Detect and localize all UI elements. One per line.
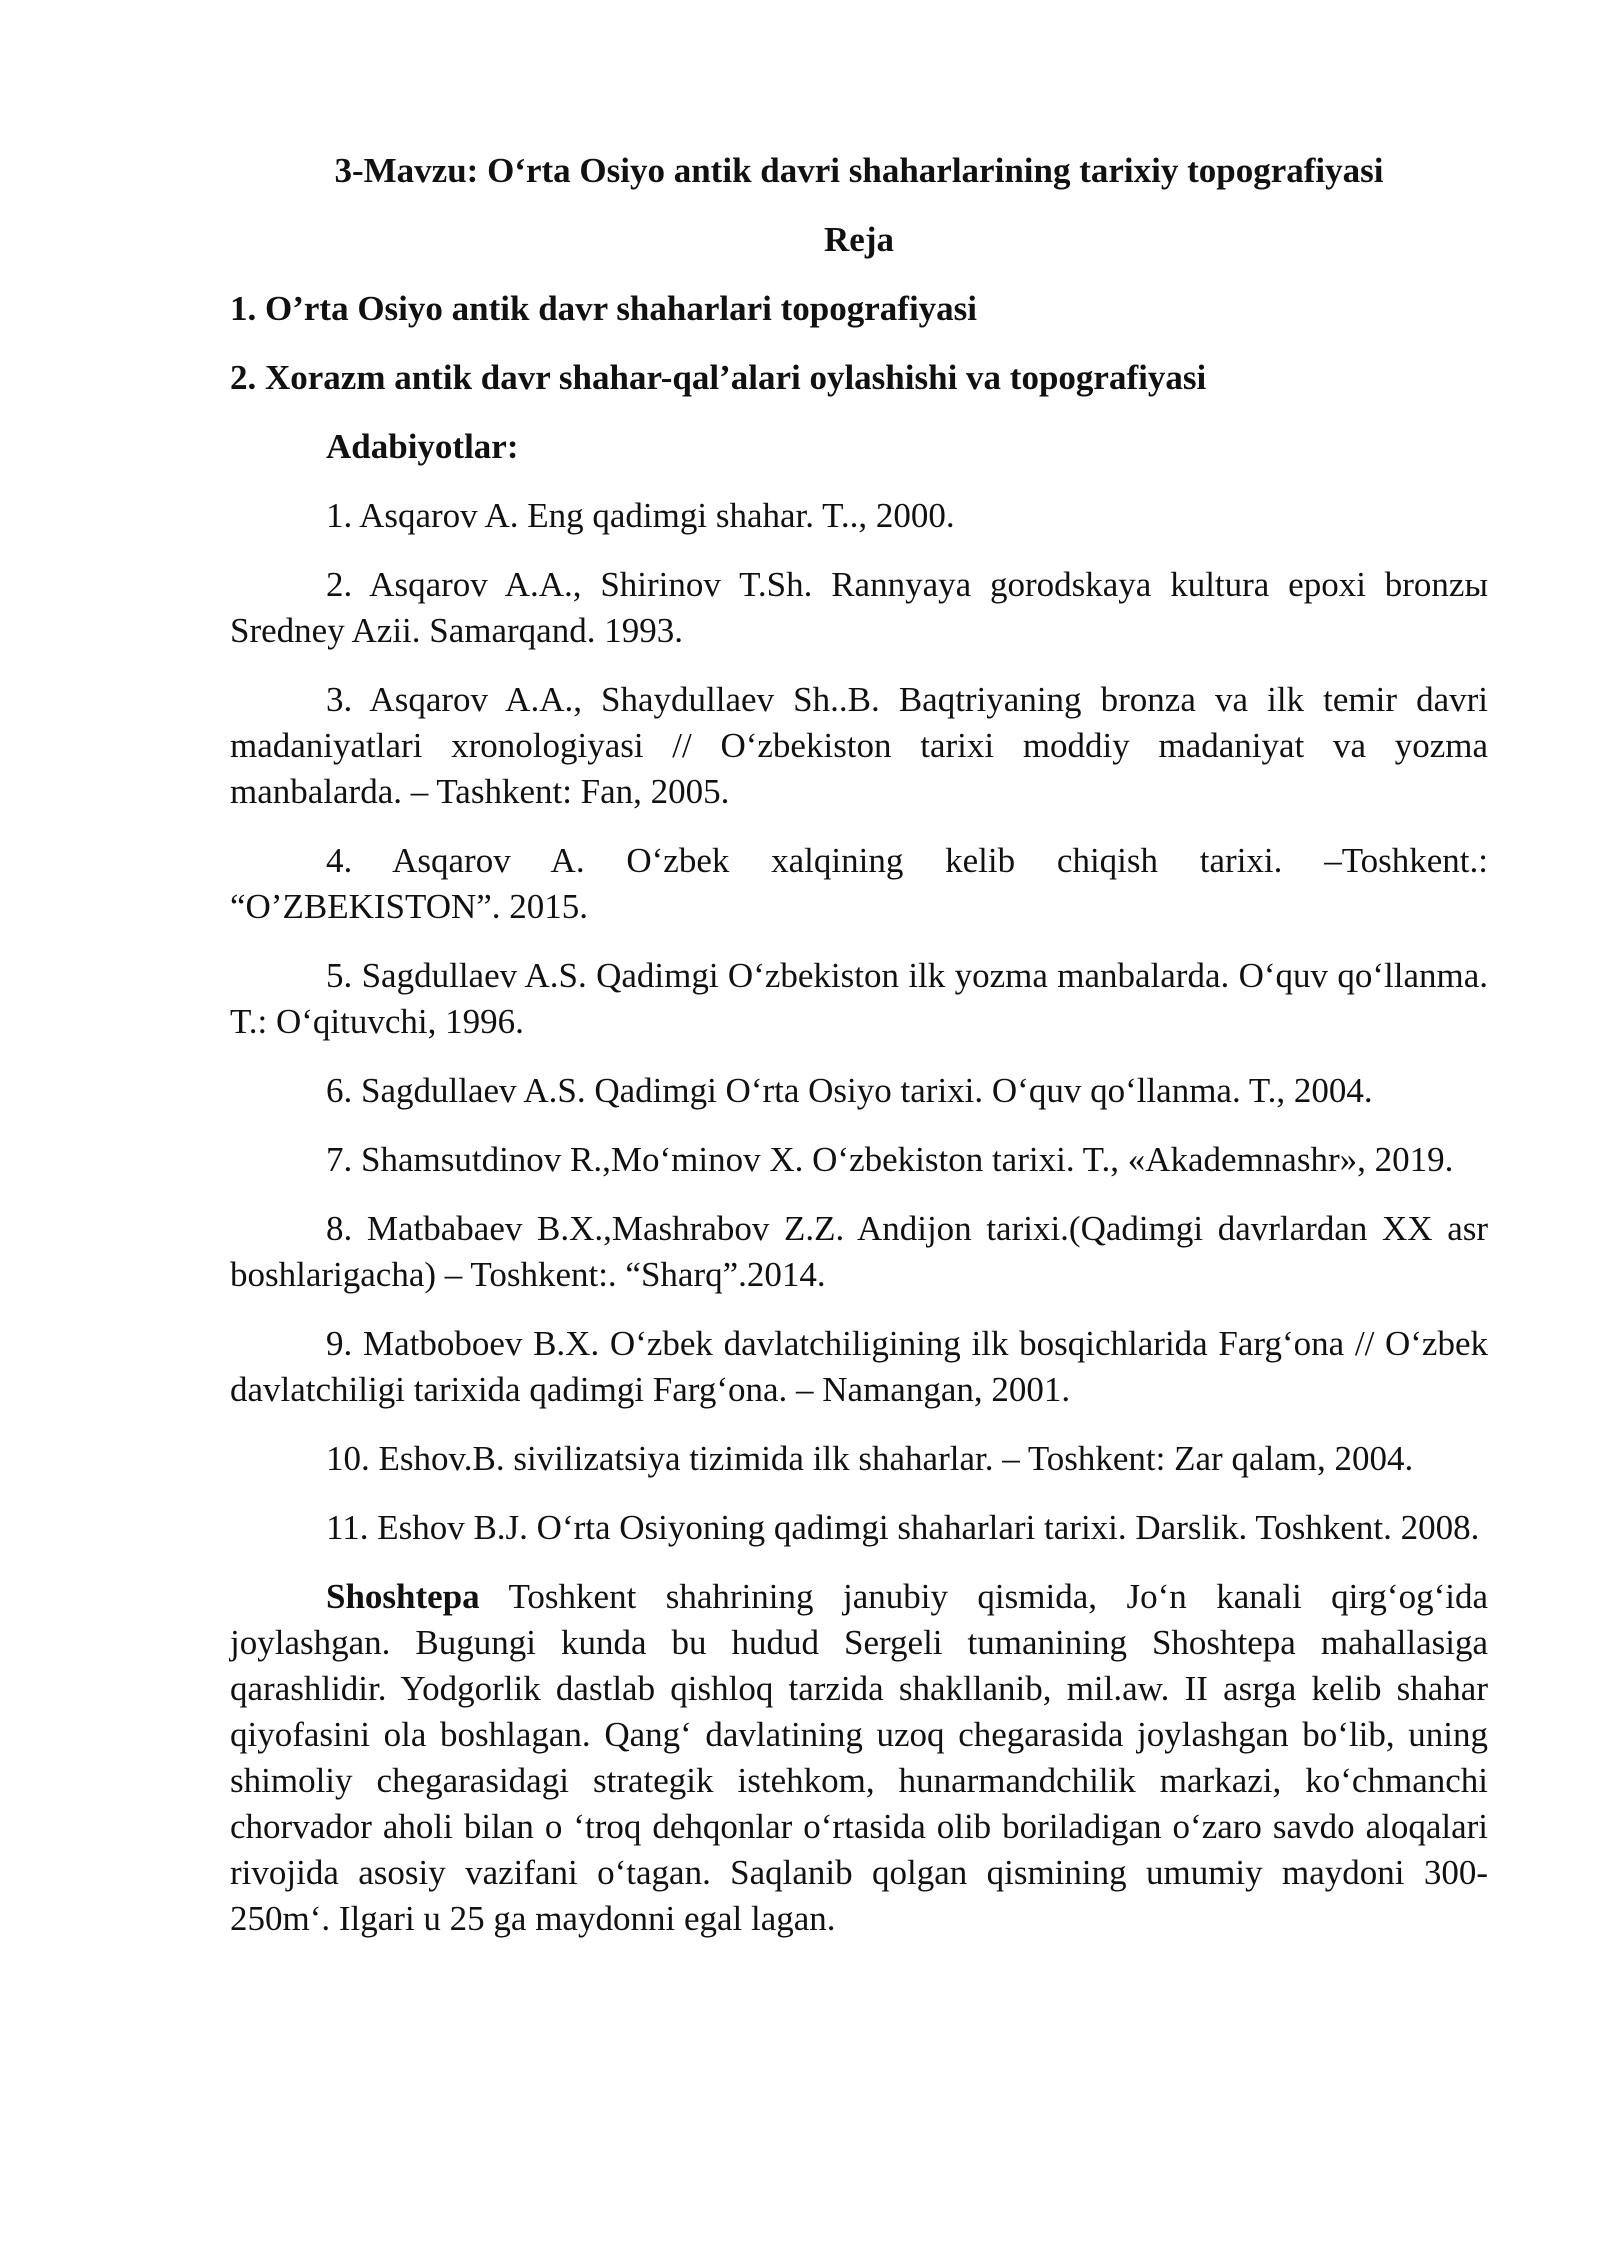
reference-number: 5. xyxy=(326,956,353,995)
reference-item xyxy=(230,1137,1488,1183)
reference-item xyxy=(230,1068,1488,1114)
reference-text: Matbabaev B.X.,Mashrabov Z.Z. Andijon tarixi.(Qadimgi davrlardan XX asr boshlarigacha) – Toshkent:. “Sharq”.2014. xyxy=(230,1209,1488,1294)
reference-number: 10. xyxy=(326,1439,370,1478)
reference-number: 1. xyxy=(326,496,353,535)
reference-list xyxy=(230,493,1488,1551)
reference-number: 4. xyxy=(326,841,353,880)
reference-item xyxy=(230,838,1488,930)
paragraph-text: Toshkent shahrining janubiy qismida, Jo‘n kanali qirg‘og‘ida joylashgan. Bugungi kunda bu hudud Sergeli tumanining Shoshtepa mahallasiga qarashlidir. Yodgorlik dastlab qishloq tarzida shakllanib, mil.aw. II asrga kelib shahar qiyofasini ola boshlagan. Qang‘ davlatining uzoq chegarasida joylashgan bo‘lib, uning shimoliy chegarasidagi strategik istehkom, hunarmandchilik markazi, ko‘chmanchi chorvador aholi bilan o ‘troq dehqonlar o‘rtasida olib boriladigan o‘zaro savdo aloqalari rivojida asosiy vazifani o‘tagan. Saqlanib qolgan qismining umumiy maydoni 300-250m‘. Ilgari u 25 ga maydonni egal lagan. xyxy=(230,1577,1488,1938)
reference-text: Eshov.B. sivilizatsiya tizimida ilk shaharlar. – Toshkent: Zar qalam, 2004. xyxy=(378,1439,1414,1478)
reference-text: Asqarov A. Eng qadimgi shahar. T.., 2000. xyxy=(359,496,955,535)
page-content xyxy=(230,148,1488,1942)
plan-item-1: 1. O’rta Osiyo antik davr shaharlari topografiyasi xyxy=(230,289,978,328)
reference-item xyxy=(230,1206,1488,1298)
reference-item xyxy=(230,1505,1488,1551)
reference-number: 2. xyxy=(326,565,353,604)
plan-item-2: 2. Xorazm antik davr shahar-qal’alari oylashishi va topografiyasi xyxy=(230,358,1207,397)
literature-heading: Adabiyotlar: xyxy=(326,427,519,466)
page-title: 3-Mavzu: O‘rta Osiyo antik davri shaharlarining tarixiy topografiyasi xyxy=(334,151,1384,190)
reference-text: Asqarov A.A., Shirinov T.Sh. Rannyaya gorodskaya kultura epoxi bronzы Sredney Azii. Samarqand. 1993. xyxy=(230,565,1488,650)
reference-number: 7. xyxy=(326,1140,353,1179)
reference-text: Sagdullaev A.S. Qadimgi O‘rta Osiyo tarixi. O‘quv qo‘llanma. T., 2004. xyxy=(361,1071,1373,1110)
reference-number: 8. xyxy=(326,1209,353,1248)
reference-text: Shamsutdinov R.,Mo‘minov X. O‘zbekiston tarixi. T., «Akademnashr», 2019. xyxy=(361,1140,1454,1179)
reference-item xyxy=(230,953,1488,1045)
reference-text: Eshov B.J. O‘rta Osiyoning qadimgi shaharlari tarixi. Darslik. Toshkent. 2008. xyxy=(377,1508,1480,1547)
reference-text: Sagdullaev A.S. Qadimgi O‘zbekiston ilk yozma manbalarda. O‘quv qo‘llanma. T.: O‘qituvchi, 1996. xyxy=(230,956,1488,1041)
reference-item xyxy=(230,1321,1488,1413)
reference-item xyxy=(230,677,1488,815)
reference-text: Asqarov A. O‘zbek xalqining kelib chiqish tarixi. –Toshkent.: “O’ZBEKISTON”. 2015. xyxy=(230,841,1488,926)
body-paragraph xyxy=(230,1574,1488,1942)
reference-item xyxy=(230,562,1488,654)
reference-number: 9. xyxy=(326,1324,353,1363)
reference-number: 11. xyxy=(326,1508,369,1547)
reference-item xyxy=(230,493,1488,539)
paragraph-term: Shoshtepa xyxy=(326,1577,480,1616)
reference-number: 6. xyxy=(326,1071,353,1110)
reference-text: Asqarov A.A., Shaydullaev Sh..B. Baqtriyaning bronza va ilk temir davri madaniyatlari xronologiyasi // O‘zbekiston tarixi moddiy madaniyat va yozma manbalarda. – Tashkent: Fan, 2005. xyxy=(230,680,1488,811)
reference-text: Matboboev B.X. O‘zbek davlatchiligining ilk bosqichlarida Farg‘ona // O‘zbek davlatchiligi tarixida qadimgi Farg‘ona. – Namangan, 2001. xyxy=(230,1324,1489,1409)
plan-heading: Reja xyxy=(824,220,894,259)
reference-number: 3. xyxy=(326,680,353,719)
reference-item xyxy=(230,1436,1488,1482)
